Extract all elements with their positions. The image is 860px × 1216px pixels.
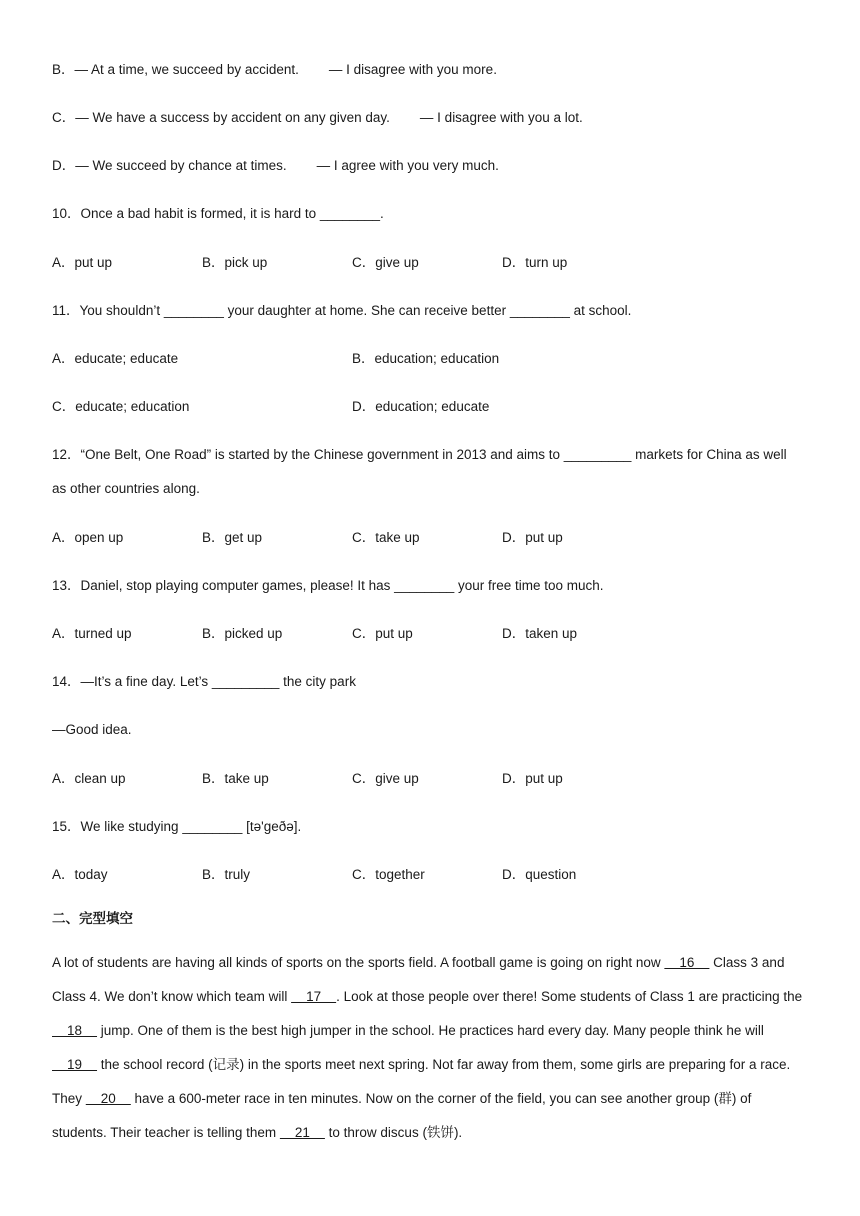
- cloze-passage: [52, 946, 804, 1150]
- section-title-cloze: 二、完型填空: [52, 911, 133, 926]
- question-10: 10．Once a bad habit is formed, it is hard to ________.: [52, 206, 384, 221]
- q14-option-b: B．take up: [202, 771, 269, 786]
- q10-option-b: B．pick up: [202, 255, 268, 270]
- cloze-text: A lot of students are having all kinds of sports on the sports field. A football game is going on right now: [52, 955, 665, 970]
- q10-option-d: D．turn up: [502, 255, 568, 270]
- question-12: 12．“One Belt, One Road” is started by the Chinese government in 2013 and aims to _________ markets for China as well: [52, 447, 787, 462]
- q9-option-d: D．— We succeed by chance at times. — I agree with you very much.: [52, 158, 499, 173]
- blank-18: 18: [52, 1023, 98, 1038]
- q9-option-c: C．— We have a success by accident on any given day. — I disagree with you a lot.: [52, 110, 583, 125]
- q14-option-a: A．clean up: [52, 771, 126, 786]
- q15-option-d: D．question: [502, 867, 577, 882]
- cloze-text: . Look at those people over there! Some students of Class 1 are practicing the: [336, 989, 803, 1004]
- blank-21: 21: [279, 1125, 325, 1140]
- blank-20: 20: [85, 1091, 131, 1106]
- q11-option-a: A．educate; educate: [52, 351, 179, 366]
- cloze-text: Class 3 and Class 4. We don’t know which team will: [52, 955, 785, 1004]
- q13-option-c: C．put up: [352, 626, 413, 641]
- q10-option-c: C．give up: [352, 255, 419, 270]
- question-14: 14．—It’s a fine day. Let’s _________ the city park: [52, 674, 356, 689]
- cloze-text: jump. One of them is the best high jumper in the school. He practices hard every day. Many people think he will: [97, 1023, 764, 1038]
- question-15: 15．We like studying ________ [tə'geðə].: [52, 819, 302, 834]
- q13-option-d: D．taken up: [502, 626, 578, 641]
- blank-19: 19: [52, 1057, 98, 1072]
- cloze-text: to throw discus (铁饼).: [324, 1125, 463, 1140]
- q15-option-a: A．today: [52, 867, 108, 882]
- question-14-reply: —Good idea.: [52, 722, 132, 737]
- q12-option-c: C．take up: [352, 530, 420, 545]
- q14-option-d: D．put up: [502, 771, 563, 786]
- q15-option-b: B．truly: [202, 867, 251, 882]
- q12-option-a: A．open up: [52, 530, 124, 545]
- q13-option-b: B．picked up: [202, 626, 283, 641]
- q12-option-b: B．get up: [202, 530, 263, 545]
- blank-17: 17: [291, 989, 337, 1004]
- q11-option-b: B．education; education: [352, 351, 500, 366]
- q11-option-c: C．educate; education: [52, 399, 190, 414]
- question-11: 11．You shouldn’t ________ your daughter at home. She can receive better ________ at school.: [52, 303, 632, 318]
- q11-option-d: D．education; educate: [352, 399, 490, 414]
- q9-option-b: B．— At a time, we succeed by accident. — I disagree with you more.: [52, 62, 497, 77]
- cloze-text: the school record (记录) in the sports meet next spring. Not far away from them, some girls are preparing for a race. They: [52, 1057, 791, 1106]
- q14-option-c: C．give up: [352, 771, 419, 786]
- q12-option-d: D．put up: [502, 530, 563, 545]
- blank-16: 16: [664, 955, 710, 970]
- question-13: 13．Daniel, stop playing computer games, please! It has ________ your free time too much.: [52, 578, 604, 593]
- q13-option-a: A．turned up: [52, 626, 132, 641]
- q15-option-c: C．together: [352, 867, 425, 882]
- question-12-continued: as other countries along.: [52, 481, 200, 496]
- cloze-text: have a 600-meter race in ten minutes. Now on the corner of the field, you can see another group (群) of students. Their teacher is telling them: [52, 1091, 752, 1140]
- q10-option-a: A．put up: [52, 255, 113, 270]
